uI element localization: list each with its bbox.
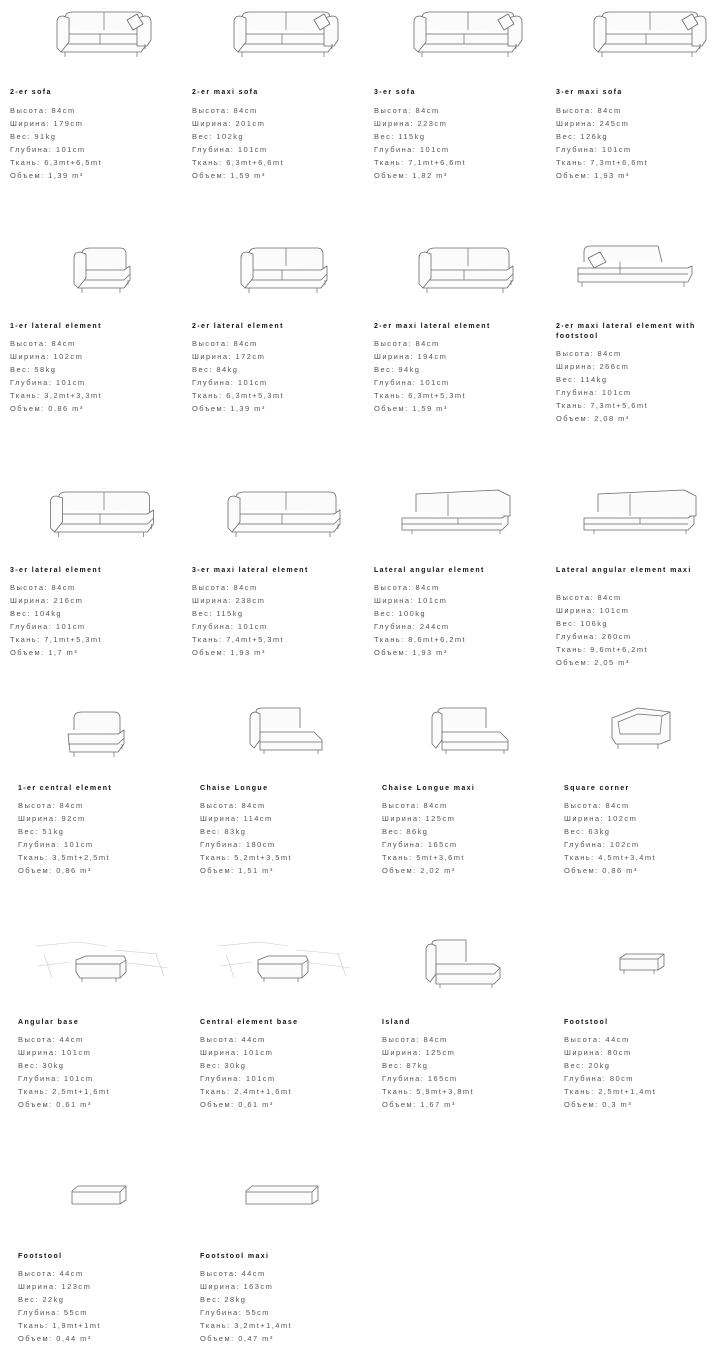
spec-line: Вес: 86kg xyxy=(382,827,429,836)
product-specs xyxy=(564,1033,656,1111)
spec-line: Объем: 0,44 m³ xyxy=(18,1334,92,1343)
spec-line: Объем: 1,59 m³ xyxy=(374,404,448,413)
product-name: 3-er maxi lateral element xyxy=(192,567,309,574)
spec-line: Глубина: 180cm xyxy=(200,840,276,849)
product-specs xyxy=(10,337,102,415)
spec-line: Глубина: 101cm xyxy=(374,145,450,154)
spec-line: Глубина: 101cm xyxy=(374,378,450,387)
spec-line: Объем: 1,67 m³ xyxy=(382,1100,456,1109)
spec-line: Высота: 84cm xyxy=(192,583,258,592)
spec-line: Ширина: 80cm xyxy=(564,1048,632,1057)
spec-line: Ширина: 172cm xyxy=(192,352,266,361)
product-specs xyxy=(200,799,292,877)
lateral-2-seat-icon xyxy=(192,236,367,306)
spec-line: Глубина: 260cm xyxy=(556,632,632,641)
island-icon xyxy=(382,932,557,1002)
spec-line: Ширина: 102cm xyxy=(10,352,84,361)
spec-line: Ткань: 5,9mt+3,8mt xyxy=(382,1087,475,1096)
lateral-1-seat-icon xyxy=(10,236,185,306)
product-name: Square corner xyxy=(564,785,630,792)
spec-line: Высота: 84cm xyxy=(556,593,622,602)
product-name: Lateral angular element maxi xyxy=(556,567,692,574)
spec-line: Вес: 91kg xyxy=(10,132,57,141)
spec-line: Глубина: 101cm xyxy=(556,388,632,397)
product-thumbnail[interactable] xyxy=(10,480,185,550)
spec-line: Объем: 1,93 m³ xyxy=(556,171,630,180)
spec-line: Ткань: 6,3mt+6,6mt xyxy=(192,158,285,167)
spec-line: Ткань: 2,5mt+1,6mt xyxy=(18,1087,111,1096)
product-specs xyxy=(556,591,648,669)
spec-line: Ткань: 2,4mt+1,6mt xyxy=(200,1087,293,1096)
product-specs xyxy=(18,1267,101,1345)
spec-line: Высота: 44cm xyxy=(564,1035,630,1044)
spec-line: Объем: 0,61 m³ xyxy=(18,1100,92,1109)
spec-line: Объем: 1,93 m³ xyxy=(192,648,266,657)
product-thumbnail[interactable] xyxy=(382,932,557,1002)
product-name: Chaise Longue xyxy=(200,785,269,792)
spec-line: Глубина: 244cm xyxy=(374,622,450,631)
spec-line: Высота: 84cm xyxy=(556,106,622,115)
product-specs xyxy=(564,799,656,877)
spec-line: Ткань: 3,2mt+3,3mt xyxy=(10,391,103,400)
spec-line: Ширина: 238cm xyxy=(192,596,266,605)
product-thumbnail[interactable] xyxy=(192,236,367,306)
product-name: 2-er maxi sofa xyxy=(192,89,259,96)
sofa-3-seat-icon xyxy=(374,0,549,70)
spec-line: Высота: 84cm xyxy=(10,339,76,348)
product-thumbnail[interactable] xyxy=(374,0,549,70)
spec-line: Ширина: 102cm xyxy=(564,814,638,823)
product-thumbnail[interactable] xyxy=(200,700,375,770)
product-specs xyxy=(192,104,284,182)
product-specs xyxy=(374,104,466,182)
sofa-2-seat-maxi-icon xyxy=(192,0,367,70)
product-specs xyxy=(18,799,110,877)
spec-line: Ткань: 6,3mt+5,3mt xyxy=(374,391,467,400)
spec-line: Ширина: 216cm xyxy=(10,596,84,605)
square-corner-icon xyxy=(564,700,713,770)
spec-line: Глубина: 101cm xyxy=(200,1074,276,1083)
product-specs xyxy=(556,347,648,425)
spec-line: Вес: 58kg xyxy=(10,365,57,374)
chaise-longue-maxi-icon xyxy=(382,700,557,770)
spec-line: Глубина: 55cm xyxy=(200,1308,271,1317)
spec-line: Глубина: 101cm xyxy=(192,145,268,154)
spec-line: Высота: 84cm xyxy=(564,801,630,810)
product-thumbnail[interactable] xyxy=(382,700,557,770)
product-thumbnail[interactable] xyxy=(556,236,713,306)
lateral-3-seat-icon xyxy=(10,480,185,550)
spec-line: Высота: 44cm xyxy=(200,1035,266,1044)
spec-line: Глубина: 101cm xyxy=(10,378,86,387)
spec-line: Глубина: 101cm xyxy=(192,378,268,387)
spec-line: Объем: 0,86 m³ xyxy=(564,866,638,875)
spec-line: Объем: 2,08 m³ xyxy=(556,414,630,423)
spec-line: Вес: 84kg xyxy=(192,365,239,374)
spec-line: Вес: 94kg xyxy=(374,365,421,374)
product-name: 1-er central element xyxy=(18,785,113,792)
product-specs xyxy=(374,337,466,415)
spec-line: Ткань: 8,6mt+6,2mt xyxy=(374,635,467,644)
chaise-longue-icon xyxy=(200,700,375,770)
spec-line: Высота: 84cm xyxy=(10,106,76,115)
spec-line: Объем: 0,47 m³ xyxy=(200,1334,274,1343)
spec-line: Высота: 84cm xyxy=(374,583,440,592)
spec-line: Ширина: 194cm xyxy=(374,352,448,361)
spec-line: Вес: 115kg xyxy=(374,132,426,141)
spec-line: Ткань: 6,3mt+6,5mt xyxy=(10,158,103,167)
spec-line: Вес: 102kg xyxy=(192,132,245,141)
product-name: 3-er lateral element xyxy=(10,567,102,574)
spec-line: Объем: 2,02 m³ xyxy=(382,866,456,875)
spec-line: Высота: 84cm xyxy=(192,106,258,115)
spec-line: Высота: 44cm xyxy=(18,1269,84,1278)
spec-line: Объем: 1,39 m³ xyxy=(10,171,84,180)
spec-line: Объем: 0,86 m³ xyxy=(18,866,92,875)
product-name: Angular base xyxy=(18,1019,80,1026)
spec-line: Объем: 1,39 m³ xyxy=(192,404,266,413)
product-specs xyxy=(382,799,465,877)
product-name: 2-er maxi lateral element xyxy=(374,323,491,330)
product-name: 2-er lateral element xyxy=(192,323,284,330)
spec-line: Вес: 83kg xyxy=(200,827,247,836)
spec-line: Объем: 2,05 m³ xyxy=(556,658,630,667)
product-thumbnail[interactable] xyxy=(374,236,549,306)
spec-line: Объем: 1,51 m³ xyxy=(200,866,274,875)
spec-line: Ткань: 5mt+3,6mt xyxy=(382,853,465,862)
spec-line: Высота: 84cm xyxy=(374,339,440,348)
spec-line: Глубина: 101cm xyxy=(18,1074,94,1083)
spec-line: Высота: 44cm xyxy=(18,1035,84,1044)
lateral-3-seat-maxi-icon xyxy=(192,480,367,550)
product-thumbnail[interactable] xyxy=(18,932,193,1002)
spec-line: Ширина: 101cm xyxy=(556,606,630,615)
spec-line: Ткань: 3,2mt+1,4mt xyxy=(200,1321,293,1330)
footstool-maxi-icon xyxy=(200,1166,375,1236)
spec-line: Ширина: 114cm xyxy=(200,814,273,823)
spec-line: Объем: 1,93 m³ xyxy=(374,648,448,657)
spec-line: Объем: 0,86 m³ xyxy=(10,404,84,413)
spec-line: Ширина: 266cm xyxy=(556,362,630,371)
angular-base-icon xyxy=(18,932,193,1002)
spec-line: Ткань: 9,6mt+6,2mt xyxy=(556,645,649,654)
product-specs xyxy=(18,1033,110,1111)
spec-line: Ширина: 101cm xyxy=(374,596,448,605)
spec-line: Ткань: 3,5mt+2,5mt xyxy=(18,853,111,862)
product-name: 2-er maxi lateral element with footstool xyxy=(556,323,696,340)
product-thumbnail[interactable] xyxy=(556,480,713,550)
spec-line: Вес: 104kg xyxy=(10,609,63,618)
spec-line: Вес: 30kg xyxy=(18,1061,65,1070)
spec-line: Глубина: 165cm xyxy=(382,840,458,849)
spec-line: Высота: 84cm xyxy=(382,1035,448,1044)
spec-line: Высота: 84cm xyxy=(382,801,448,810)
spec-line: Высота: 84cm xyxy=(18,801,84,810)
spec-line: Ткань: 7,1mt+5,3mt xyxy=(10,635,103,644)
spec-line: Высота: 84cm xyxy=(200,801,266,810)
spec-line: Высота: 84cm xyxy=(10,583,76,592)
spec-line: Высота: 84cm xyxy=(374,106,440,115)
spec-line: Ткань: 7,3mt+5,6mt xyxy=(556,401,649,410)
footstool-small-icon xyxy=(564,932,713,1002)
lateral-angular-maxi-icon xyxy=(556,480,713,550)
spec-line: Глубина: 101cm xyxy=(192,622,268,631)
spec-line: Ширина: 179cm xyxy=(10,119,84,128)
spec-line: Вес: 87kg xyxy=(382,1061,429,1070)
product-thumbnail[interactable] xyxy=(556,0,713,70)
footstool-icon xyxy=(18,1166,193,1236)
product-thumbnail[interactable] xyxy=(564,700,713,770)
spec-line: Ткань: 4,5mt+3,4mt xyxy=(564,853,657,862)
spec-line: Ширина: 125cm xyxy=(382,1048,456,1057)
product-specs xyxy=(10,104,102,182)
spec-line: Объем: 1,82 m³ xyxy=(374,171,448,180)
sofa-3-seat-maxi-icon xyxy=(556,0,713,70)
product-specs xyxy=(10,581,102,659)
product-name: Central element base xyxy=(200,1019,299,1026)
spec-line: Ширина: 201cm xyxy=(192,119,266,128)
spec-line: Высота: 44cm xyxy=(200,1269,266,1278)
product-specs xyxy=(382,1033,474,1111)
product-name: Footstool xyxy=(564,1019,609,1026)
product-thumbnail[interactable] xyxy=(200,932,375,1002)
lateral-angular-icon xyxy=(374,480,549,550)
product-specs xyxy=(192,581,284,659)
spec-line: Вес: 20kg xyxy=(564,1061,611,1070)
product-specs xyxy=(556,104,648,182)
spec-line: Ширина: 92cm xyxy=(18,814,86,823)
spec-line: Вес: 63kg xyxy=(564,827,611,836)
spec-line: Объем: 0,61 m³ xyxy=(200,1100,274,1109)
product-name: 3-er maxi sofa xyxy=(556,89,623,96)
product-thumbnail[interactable] xyxy=(10,236,185,306)
spec-line: Глубина: 102cm xyxy=(564,840,640,849)
spec-line: Вес: 106kg xyxy=(556,619,609,628)
sofa-2-seat-icon xyxy=(10,0,185,70)
product-thumbnail[interactable] xyxy=(374,480,549,550)
spec-line: Глубина: 101cm xyxy=(10,622,86,631)
spec-line: Вес: 30kg xyxy=(200,1061,247,1070)
spec-line: Ширина: 101cm xyxy=(200,1048,274,1057)
spec-line: Ткань: 7,3mt+6,6mt xyxy=(556,158,649,167)
spec-line: Объем: 1,59 m³ xyxy=(192,171,266,180)
spec-line: Ткань: 7,4mt+5,3mt xyxy=(192,635,285,644)
product-name: Lateral angular element xyxy=(374,567,485,574)
product-thumbnail[interactable] xyxy=(192,480,367,550)
central-base-icon xyxy=(200,932,375,1002)
lateral-2-seat-maxi-icon xyxy=(374,236,549,306)
spec-line: Ткань: 1,9mt+1mt xyxy=(18,1321,101,1330)
spec-line: Глубина: 55cm xyxy=(18,1308,89,1317)
spec-line: Ширина: 101cm xyxy=(18,1048,92,1057)
spec-line: Ширина: 125cm xyxy=(382,814,456,823)
spec-line: Ширина: 123cm xyxy=(18,1282,92,1291)
spec-line: Ткань: 7,1mt+6,6mt xyxy=(374,158,467,167)
lateral-maxi-footstool-icon xyxy=(556,236,713,306)
spec-line: Ширина: 163cm xyxy=(200,1282,274,1291)
product-name: 2-er sofa xyxy=(10,89,52,96)
product-thumbnail[interactable] xyxy=(192,0,367,70)
product-specs xyxy=(200,1267,292,1345)
product-specs xyxy=(200,1033,292,1111)
product-name: Chaise Longue maxi xyxy=(382,785,476,792)
spec-line: Ткань: 6,3mt+5,3mt xyxy=(192,391,285,400)
spec-line: Объем: 1,7 m³ xyxy=(10,648,79,657)
spec-line: Вес: 100kg xyxy=(374,609,427,618)
product-specs xyxy=(374,581,466,659)
spec-line: Объем: 0,3 m³ xyxy=(564,1100,633,1109)
spec-line: Глубина: 101cm xyxy=(10,145,86,154)
product-name: Footstool xyxy=(18,1253,63,1260)
spec-line: Вес: 126kg xyxy=(556,132,609,141)
spec-line: Ширина: 223cm xyxy=(374,119,448,128)
central-element-icon xyxy=(18,700,193,770)
spec-line: Вес: 51kg xyxy=(18,827,65,836)
spec-line: Ширина: 245cm xyxy=(556,119,630,128)
product-thumbnail[interactable] xyxy=(10,0,185,70)
spec-line: Вес: 115kg xyxy=(192,609,244,618)
product-name: 3-er sofa xyxy=(374,89,416,96)
product-specs xyxy=(192,337,284,415)
spec-line: Вес: 114kg xyxy=(556,375,608,384)
spec-line: Глубина: 80cm xyxy=(564,1074,635,1083)
product-thumbnail[interactable] xyxy=(564,932,713,1002)
spec-line: Ткань: 5,2mt+3,5mt xyxy=(200,853,293,862)
product-name: Island xyxy=(382,1019,411,1026)
product-name: 1-er lateral element xyxy=(10,323,102,330)
spec-line: Вес: 28kg xyxy=(200,1295,247,1304)
product-name: Footstool maxi xyxy=(200,1253,270,1260)
spec-line: Вес: 22kg xyxy=(18,1295,65,1304)
product-thumbnail[interactable] xyxy=(18,700,193,770)
spec-line: Высота: 84cm xyxy=(556,349,622,358)
spec-line: Глубина: 101cm xyxy=(18,840,94,849)
spec-line: Ткань: 2,5mt+1,4mt xyxy=(564,1087,657,1096)
spec-line: Глубина: 101cm xyxy=(556,145,632,154)
product-thumbnail[interactable] xyxy=(18,1166,193,1236)
product-thumbnail[interactable] xyxy=(200,1166,375,1236)
spec-line: Глубина: 165cm xyxy=(382,1074,458,1083)
spec-line: Высота: 84cm xyxy=(192,339,258,348)
